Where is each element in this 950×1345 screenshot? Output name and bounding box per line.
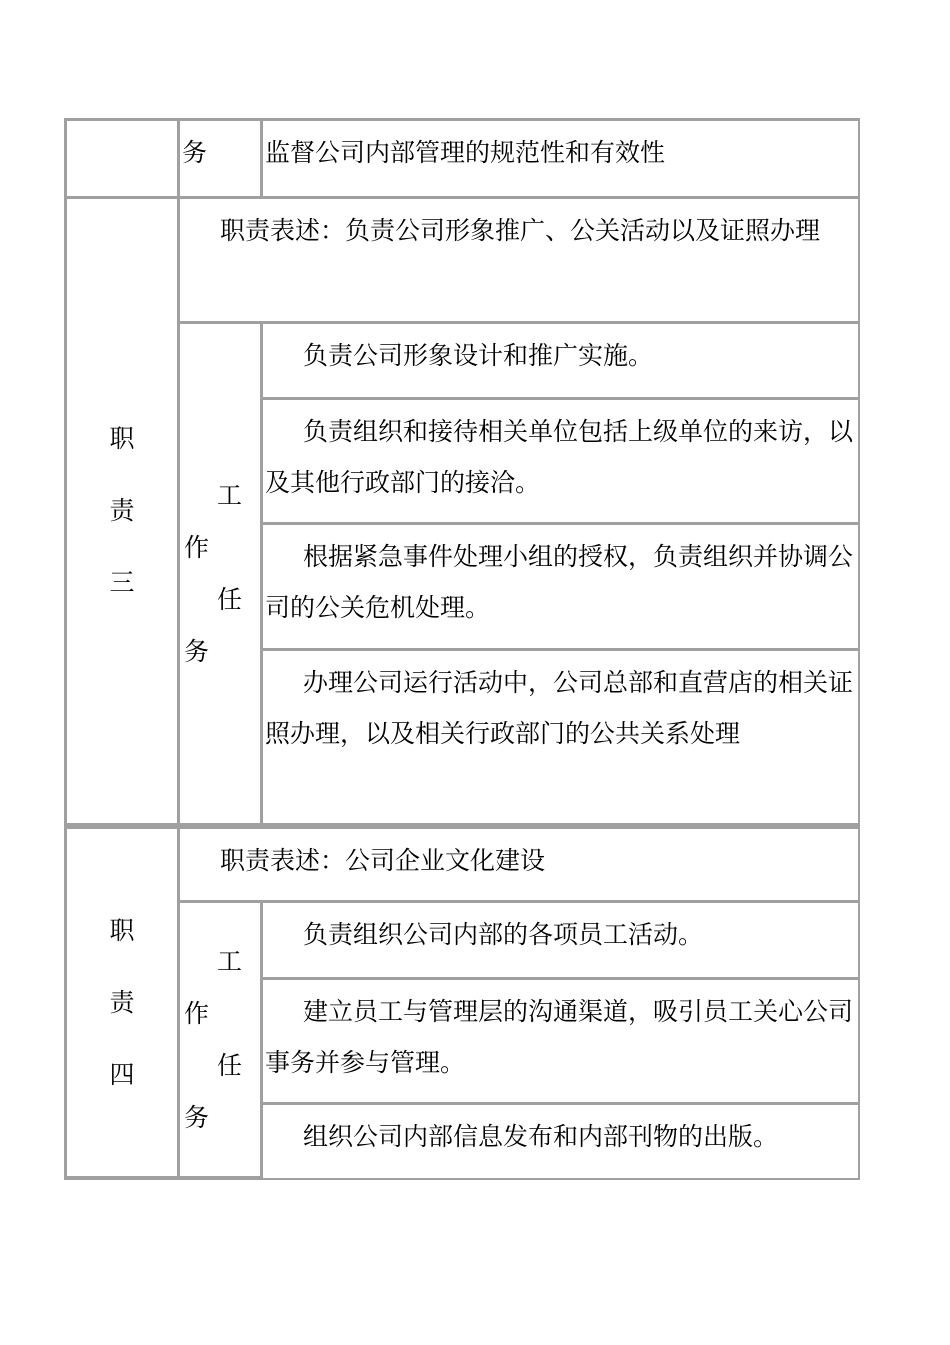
task-label-char: 务 <box>184 1102 210 1132</box>
duty-label-char: 职 <box>109 915 135 945</box>
task-cell <box>262 323 858 399</box>
duty-label-char: 责 <box>109 496 135 525</box>
task-label-cell <box>179 323 262 825</box>
duty-table <box>64 118 860 1180</box>
duty-label-char: 责 <box>109 987 135 1017</box>
duty-label-cell <box>66 198 179 825</box>
duty-label-char: 四 <box>109 1059 135 1089</box>
table-row <box>66 825 858 902</box>
task-cell <box>262 650 858 825</box>
duty-description-cell <box>179 198 858 323</box>
task-cell <box>262 979 858 1104</box>
task-text: 根据紧急事件处理小组的授权，负责组织并协调公司的公关危机处理。 <box>265 542 854 622</box>
task-cell <box>262 399 858 524</box>
task-label-char: 工 <box>216 480 242 510</box>
task-text: 负责公司形象设计和推广实施。 <box>303 341 654 370</box>
table-row <box>66 120 858 198</box>
duty-label-char: 三 <box>109 568 135 597</box>
table-row <box>66 902 858 979</box>
row-label-cell <box>179 120 262 198</box>
duty-description: 职责表述：公司企业文化建设 <box>220 846 546 875</box>
task-text: 办理公司运行活动中，公司总部和直营店的相关证照办理，以及相关行政部门的公共关系处理 <box>265 668 854 748</box>
row-content-text: 监督公司内部管理的规范性和有效性 <box>265 138 666 167</box>
duty-label-cell <box>66 825 179 1178</box>
task-label-cell <box>179 902 262 1178</box>
table-row <box>66 323 858 399</box>
task-label-char: 作 <box>184 998 210 1028</box>
task-cell <box>262 902 858 979</box>
duty-description-cell <box>179 825 858 902</box>
task-cell <box>262 524 858 650</box>
row-label-text: 务 <box>182 138 208 167</box>
table-row <box>66 198 858 323</box>
task-text: 负责组织和接待相关单位包括上级单位的来访，以及其他行政部门的接洽。 <box>265 417 854 497</box>
duty-description: 职责表述：负责公司形象推广、公关活动以及证照办理 <box>220 216 821 245</box>
task-label-char: 工 <box>216 946 242 976</box>
task-label-char: 作 <box>184 532 210 562</box>
task-text: 组织公司内部信息发布和内部刊物的出版。 <box>303 1122 779 1151</box>
task-text: 负责组织公司内部的各项员工活动。 <box>303 920 704 949</box>
duty-label-char: 职 <box>109 424 135 453</box>
task-text: 建立员工与管理层的沟通渠道，吸引员工关心公司事务并参与管理。 <box>265 997 854 1077</box>
task-cell <box>262 1104 858 1178</box>
empty-cell <box>66 120 179 198</box>
task-label-char: 务 <box>184 636 210 666</box>
row-content-cell <box>262 120 858 198</box>
task-label-char: 任 <box>216 584 242 614</box>
task-label-char: 任 <box>216 1050 242 1080</box>
